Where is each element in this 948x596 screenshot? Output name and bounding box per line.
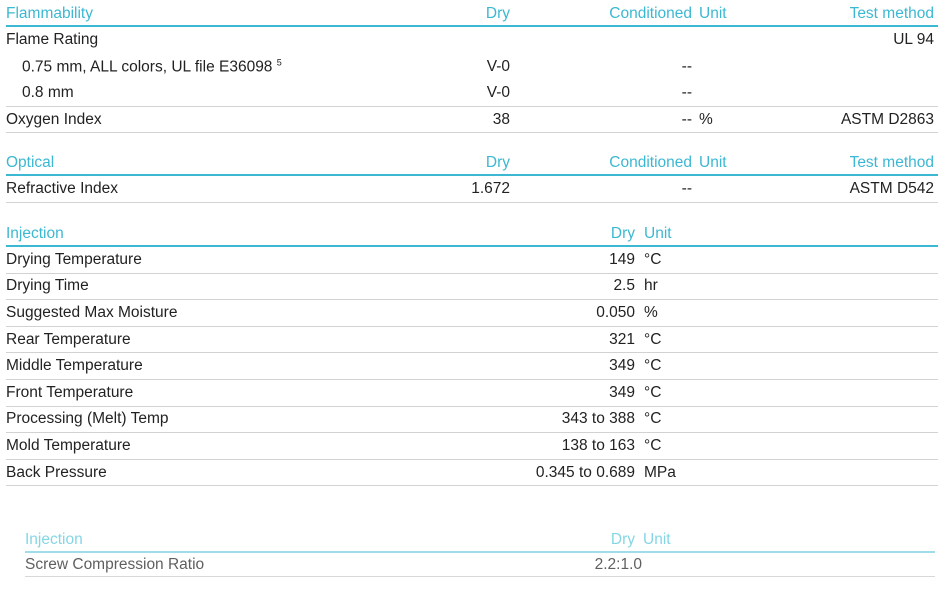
optical-header: [6, 154, 938, 176]
table-row: [6, 460, 938, 487]
dry-value: V-0: [486, 57, 510, 75]
dry-header: Dry: [485, 154, 510, 171]
test-method-header: Test method: [849, 154, 934, 171]
dry-value: 349: [609, 383, 635, 401]
unit-value: %: [644, 303, 658, 321]
conditioned-value: --: [681, 57, 692, 75]
property-label: Suggested Max Moisture: [6, 303, 178, 321]
property-label: 0.75 mm, ALL colors, UL file E36098 $^5$: [22, 57, 282, 76]
injection-header-2: [25, 533, 935, 553]
property-label: Front Temperature: [6, 383, 134, 401]
unit-value: %: [699, 110, 713, 128]
footnote-marker: 5: [276, 57, 282, 68]
property-label: Rear Temperature: [6, 330, 131, 348]
conditioned-value: --: [681, 179, 692, 197]
table-row: [6, 54, 938, 81]
dry-value: 149: [609, 250, 635, 268]
injection-header: [6, 225, 938, 247]
unit-value: °C: [644, 250, 662, 268]
dry-value: 349: [609, 357, 635, 375]
dry-value: 1.672: [471, 179, 510, 197]
test-method-value: UL 94: [893, 31, 934, 49]
property-label: Mold Temperature: [6, 436, 131, 454]
conditioned-header: Conditioned: [609, 5, 692, 22]
flammability-header: [6, 5, 938, 27]
unit-value: °C: [644, 357, 662, 375]
property-label: Back Pressure: [6, 463, 107, 481]
unit-value: °C: [644, 383, 662, 401]
injection-rows: [6, 247, 938, 486]
table-row: [6, 274, 938, 301]
unit-header: Unit: [643, 531, 671, 548]
unit-value: MPa: [644, 463, 676, 481]
table-row: [6, 433, 938, 460]
property-label: Drying Time: [6, 277, 89, 295]
property-label: Processing (Melt) Temp: [6, 410, 169, 428]
dry-value: 2.5: [613, 277, 635, 295]
conditioned-value: --: [681, 83, 692, 101]
table-row: [6, 176, 938, 203]
optical-table: [6, 154, 938, 203]
table-row: [6, 300, 938, 327]
test-method-value: ASTM D2863: [840, 110, 934, 128]
dry-value: 138 to 163: [561, 436, 635, 454]
property-label: Screw Compression Ratio: [25, 555, 205, 573]
unit-value: °C: [644, 330, 662, 348]
table-row: [6, 80, 938, 107]
injection-table: [6, 225, 938, 486]
test-method-value: ASTM D542: [849, 179, 934, 197]
section-title: Optical: [6, 154, 55, 171]
table-row: [6, 380, 938, 407]
table-row: [25, 553, 935, 577]
injection-table-2: [25, 533, 935, 577]
unit-header: Unit: [699, 154, 727, 171]
section-title: Flammability: [6, 5, 93, 22]
section-title: Injection: [6, 225, 64, 242]
table-row: [6, 353, 938, 380]
dry-header: Dry: [610, 531, 635, 548]
conditioned-value: --: [681, 110, 692, 128]
unit-value: °C: [644, 410, 662, 428]
dry-header: Dry: [485, 5, 510, 22]
unit-value: °C: [644, 436, 662, 454]
table-row: [6, 107, 938, 134]
section-title: Injection: [25, 531, 83, 548]
property-label: Middle Temperature: [6, 357, 143, 375]
table-row: [6, 247, 938, 274]
property-label: Oxygen Index: [6, 110, 102, 128]
unit-header: Unit: [699, 5, 727, 22]
dry-value: 2.2:1.0: [594, 555, 642, 573]
property-label: Drying Temperature: [6, 250, 142, 268]
dry-value: V-0: [486, 83, 510, 101]
dry-header: Dry: [610, 225, 635, 242]
property-label: 0.8 mm: [22, 83, 74, 101]
unit-header: Unit: [644, 225, 672, 242]
dry-value: 38: [492, 110, 510, 128]
table-row: [6, 27, 938, 54]
unit-value: hr: [644, 277, 658, 295]
dry-value: 321: [609, 330, 635, 348]
dry-value: 0.050: [596, 303, 635, 321]
flammability-table: [6, 5, 938, 133]
table-row: [6, 407, 938, 434]
conditioned-header: Conditioned: [609, 154, 692, 171]
test-method-header: Test method: [849, 5, 934, 22]
dry-value: 343 to 388: [561, 410, 635, 428]
property-label: Flame Rating: [6, 31, 99, 49]
table-row: [6, 327, 938, 354]
property-label: Refractive Index: [6, 179, 118, 197]
dry-value: 0.345 to 0.689: [535, 463, 635, 481]
